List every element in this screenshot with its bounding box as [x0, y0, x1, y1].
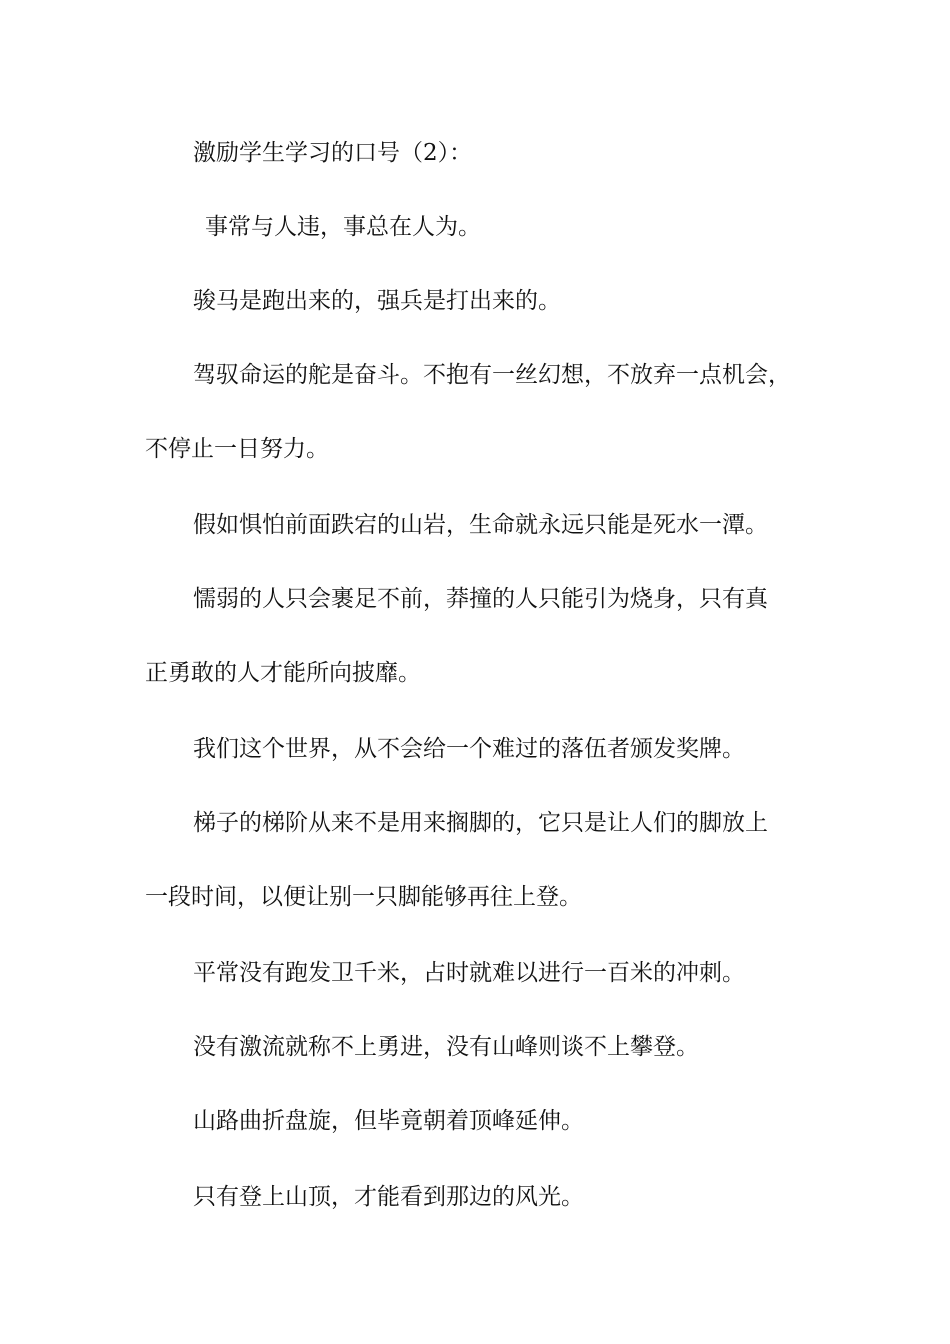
slogan-line: 没有激流就称不上勇进，没有山峰则谈不上攀登。: [193, 1034, 699, 1060]
slogan-line: 只有登上山顶，才能看到那边的风光。: [193, 1184, 584, 1210]
slogan-line: 山路曲折盘旋，但毕竟朝着顶峰延伸。: [193, 1108, 584, 1134]
slogan-line: 事常与人违，事总在人为。: [205, 214, 481, 240]
slogan-line: 平常没有跑发卫千米，占时就难以进行一百米的冲刺。: [193, 960, 745, 986]
slogan-line-continuation: 正勇敢的人才能所向披靡。: [145, 660, 421, 686]
slogan-line: 懦弱的人只会裹足不前，莽撞的人只能引为烧身，只有真: [193, 586, 768, 612]
slogan-line: 假如惧怕前面跌宕的山岩，生命就永远只能是死水一潭。: [193, 512, 768, 538]
slogan-line: 驾驭命运的舵是奋斗。不抱有一丝幻想，不放弃一点机会，: [193, 362, 791, 388]
slogan-line: 梯子的梯阶从来不是用来搁脚的，它只是让人们的脚放上: [193, 810, 768, 836]
slogan-line-continuation: 不停止一日努力。: [145, 436, 329, 462]
slogan-line: 我们这个世界，从不会给一个难过的落伍者颁发奖牌。: [193, 736, 745, 762]
slogan-line: 骏马是跑出来的，强兵是打出来的。: [193, 288, 561, 314]
document-title: 激励学生学习的口号（2）：: [193, 140, 473, 166]
slogan-line-continuation: 一段时间，以便让别一只脚能够再往上登。: [145, 884, 582, 910]
